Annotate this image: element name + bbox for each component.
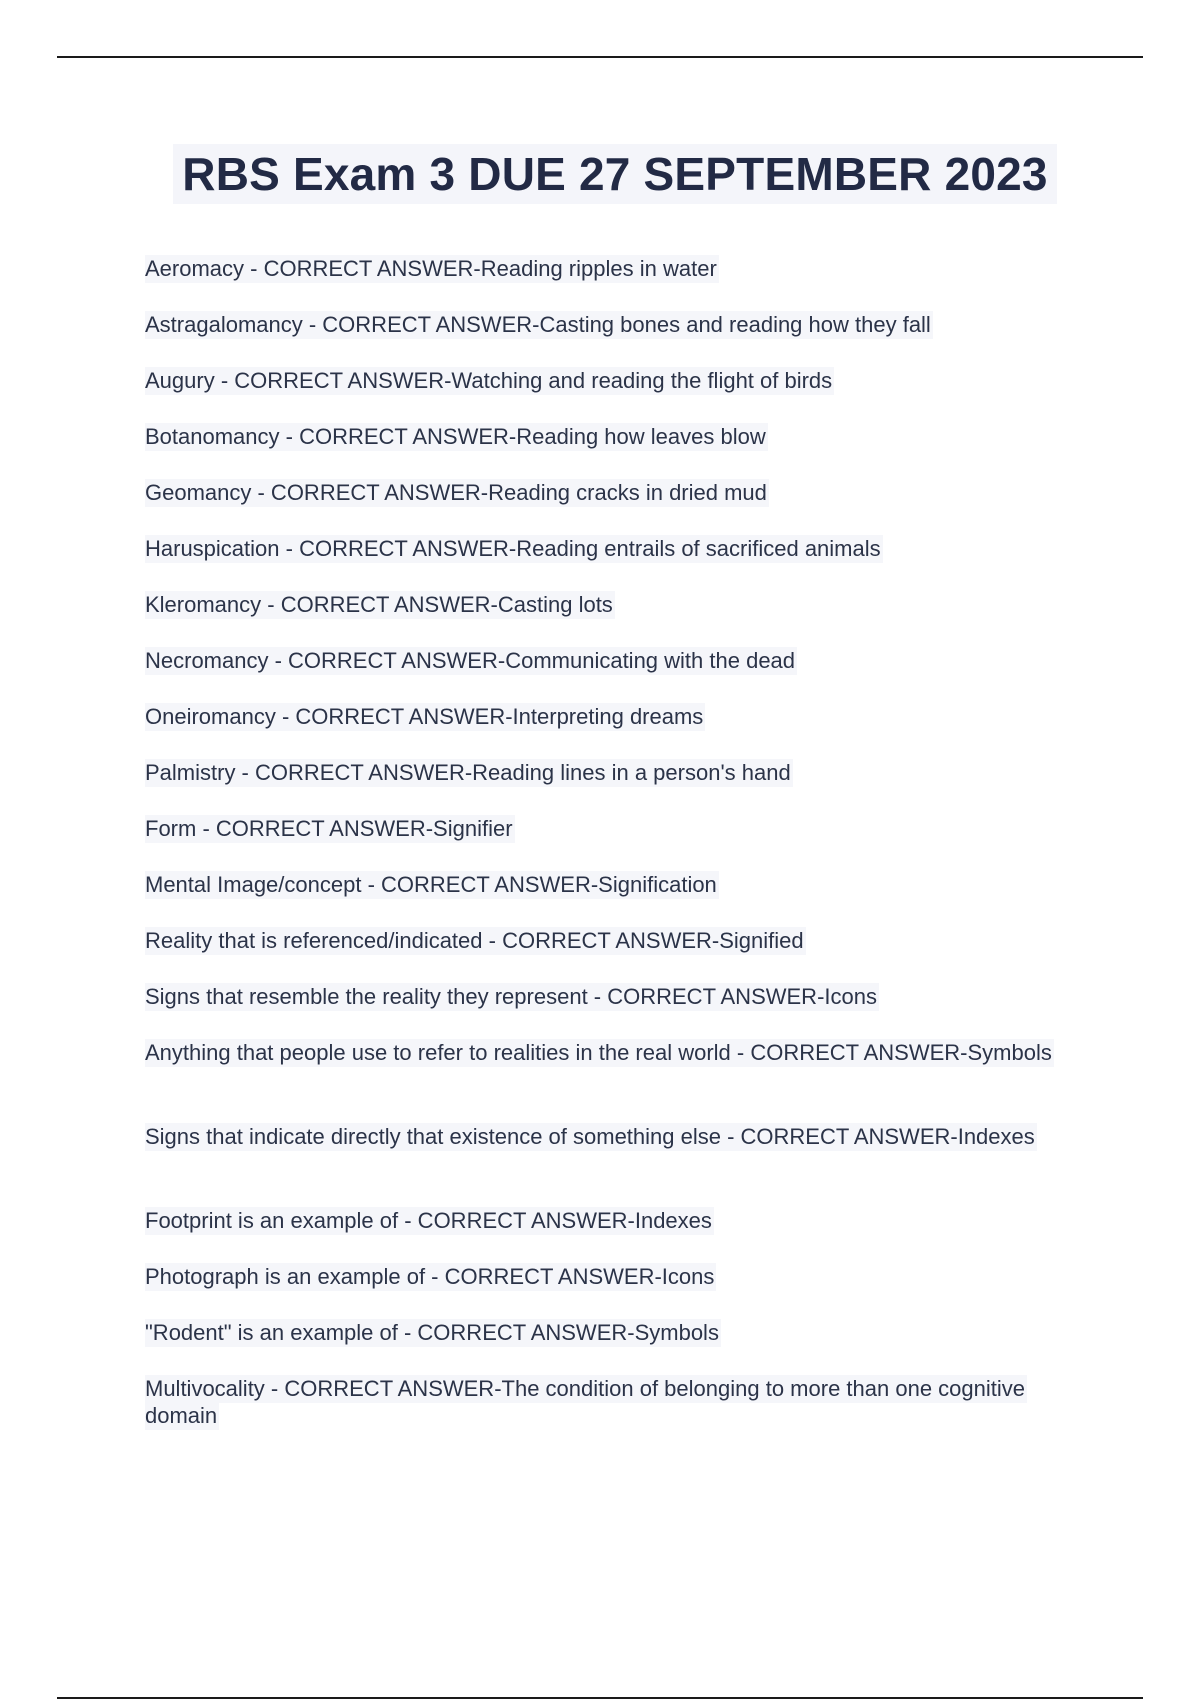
- bottom-rule: [57, 1697, 1143, 1699]
- qa-item-text: Photograph is an example of - CORRECT ANSWER-Icons: [145, 1264, 715, 1289]
- qa-item-text: Mental Image/concept - CORRECT ANSWER-Signification: [145, 872, 717, 897]
- qa-item: [145, 1375, 1065, 1459]
- qa-item: [145, 983, 1065, 1039]
- qa-item: [145, 479, 1065, 535]
- qa-item-text: Kleromancy - CORRECT ANSWER-Casting lots: [145, 592, 613, 617]
- qa-item: [145, 255, 1065, 311]
- qa-item: [145, 1207, 1065, 1263]
- qa-item: [145, 647, 1065, 703]
- top-rule: [57, 56, 1143, 58]
- qa-item: [145, 591, 1065, 647]
- qa-item: [145, 423, 1065, 479]
- qa-item-text: Signs that resemble the reality they represent - CORRECT ANSWER-Icons: [145, 984, 877, 1009]
- qa-item-text: Botanomancy - CORRECT ANSWER-Reading how leaves blow: [145, 424, 766, 449]
- qa-item-text: Geomancy - CORRECT ANSWER-Reading cracks in dried mud: [145, 480, 767, 505]
- qa-item: [145, 703, 1065, 759]
- qa-item-text: Reality that is referenced/indicated - CORRECT ANSWER-Signified: [145, 928, 804, 953]
- qa-item-text: Haruspication - CORRECT ANSWER-Reading entrails of sacrificed animals: [145, 536, 881, 561]
- qa-item-text: Multivocality - CORRECT ANSWER-The condition of belonging to more than one cognitive domain: [145, 1376, 1025, 1428]
- qa-item: [145, 1319, 1065, 1375]
- qa-item: [145, 871, 1065, 927]
- qa-item: [145, 1263, 1065, 1319]
- qa-item-text: Form - CORRECT ANSWER-Signifier: [145, 816, 513, 841]
- qa-item-text: Palmistry - CORRECT ANSWER-Reading lines in a person's hand: [145, 760, 791, 785]
- qa-item-text: Anything that people use to refer to realities in the real world - CORRECT ANSWER-Symbols: [145, 1040, 1052, 1065]
- qa-item: [145, 759, 1065, 815]
- qa-item: [145, 1123, 1065, 1207]
- qa-item-text: Aeromacy - CORRECT ANSWER-Reading ripples in water: [145, 256, 717, 281]
- title-container: [0, 144, 1200, 204]
- qa-item-text: Necromancy - CORRECT ANSWER-Communicating with the dead: [145, 648, 796, 673]
- qa-item-text: Astragalomancy - CORRECT ANSWER-Casting bones and reading how they fall: [145, 312, 931, 337]
- qa-list: [145, 255, 1065, 1459]
- qa-item: [145, 367, 1065, 423]
- qa-item-text: Augury - CORRECT ANSWER-Watching and reading the flight of birds: [145, 368, 833, 393]
- qa-item: [145, 815, 1065, 871]
- page-title: RBS Exam 3 DUE 27 SEPTEMBER 2023: [173, 144, 1056, 204]
- qa-item-text: Oneiromancy - CORRECT ANSWER-Interpreting dreams: [145, 704, 704, 729]
- qa-item-text: Signs that indicate directly that existence of something else - CORRECT ANSWER-Indexes: [145, 1124, 1035, 1149]
- qa-item-text: Footprint is an example of - CORRECT ANSWER-Indexes: [145, 1208, 712, 1233]
- qa-item: [145, 535, 1065, 591]
- qa-item: [145, 1039, 1065, 1123]
- qa-item-text: "Rodent" is an example of - CORRECT ANSWER-Symbols: [145, 1320, 719, 1345]
- qa-item: [145, 927, 1065, 983]
- qa-item: [145, 311, 1065, 367]
